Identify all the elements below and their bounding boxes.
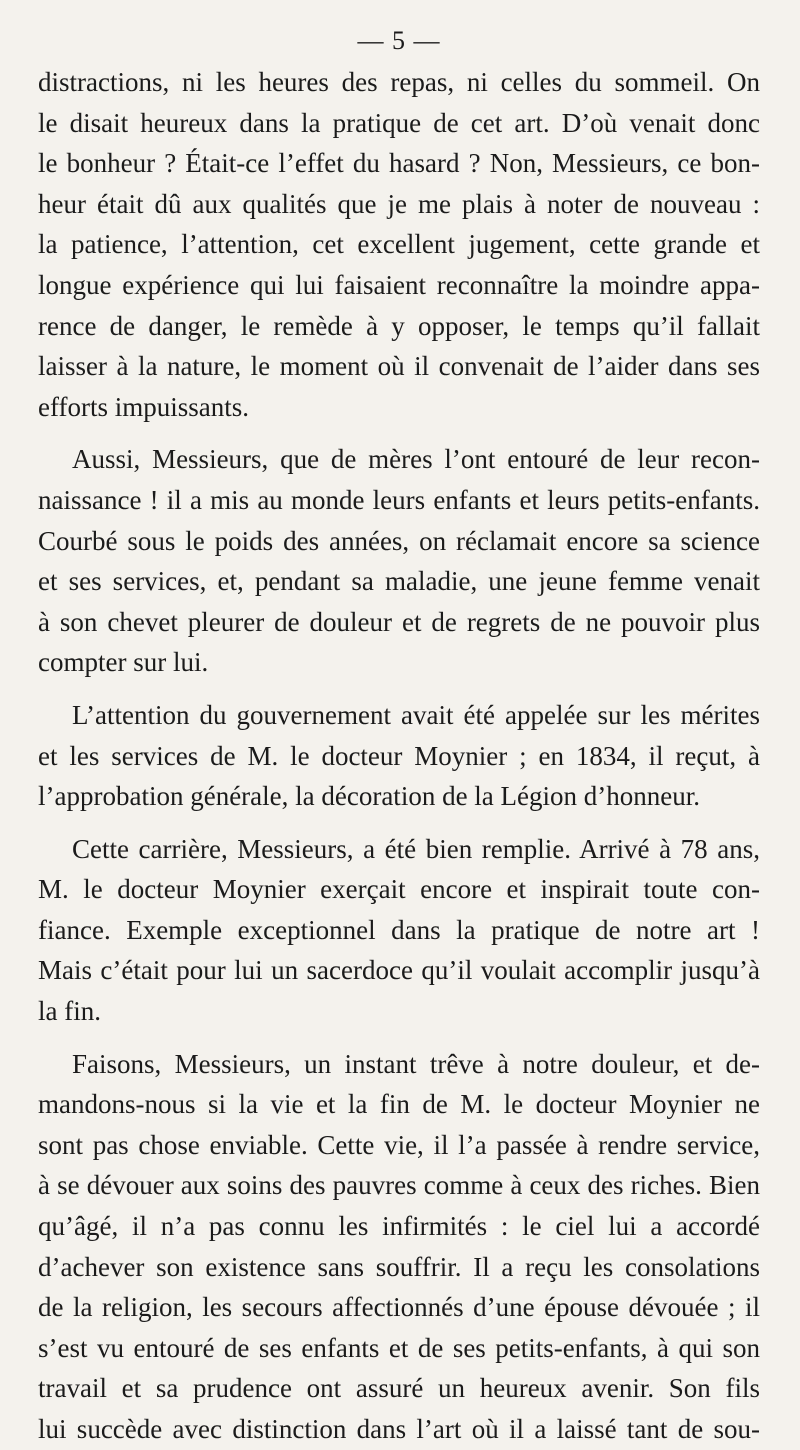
text-line: lui succède avec distinction dans l’art où il a laissé tant de sou-: [38, 1414, 760, 1444]
paragraph-2: [38, 439, 760, 683]
text-line: naissance ! il a mis au monde leurs enfants et leurs petits-enfants.: [38, 484, 760, 515]
text-line: la patience, l’attention, cet excellent jugement, cette grande et: [38, 229, 760, 260]
text-line: de la religion, les secours affectionnés d’une épouse dévouée ; il: [38, 1292, 760, 1323]
text-line: Faisons, Messieurs, un instant trêve à notre douleur, et de-: [72, 1048, 760, 1079]
text-line: et les services de M. le docteur Moynier ; en 1834, il reçut, à: [38, 740, 760, 771]
text-line: fiance. Exemple exceptionnel dans la pratique de notre art !: [38, 914, 760, 945]
text-line: sont pas chose enviable. Cette vie, il l’a passée à rendre service,: [38, 1129, 760, 1160]
text-line: L’attention du gouvernement avait été appelée sur les mérites: [72, 699, 760, 730]
text-line: efforts impuissants.: [38, 391, 249, 422]
text-line: distractions, ni les heures des repas, ni celles du sommeil. On: [38, 67, 760, 97]
text-line: Aussi, Messieurs, que de mères l’ont entouré de leur recon-: [72, 444, 760, 475]
text-line: Courbé sous le poids des années, on réclamait encore sa science: [38, 525, 760, 556]
text-line: l’approbation générale, la décoration de la Légion d’honneur.: [38, 781, 700, 812]
page-number: — 5 —: [357, 26, 441, 55]
paragraph-5: [38, 1044, 760, 1450]
text-line: travail et sa prudence ont assuré un heureux avenir. Son fils: [38, 1373, 760, 1404]
text-line: rence de danger, le remède à y opposer, le temps qu’il fallait: [38, 310, 760, 341]
paragraph-4: [38, 829, 760, 1032]
text-line: qu’âgé, il n’a pas connu les infirmités : le ciel lui a accordé: [38, 1211, 760, 1242]
text-line: à son chevet pleurer de douleur et de regrets de ne pouvoir plus: [38, 606, 760, 637]
text-line: s’est vu entouré de ses enfants et de ses petits-enfants, à qui son: [38, 1332, 760, 1363]
text-line: mandons-nous si la vie et la fin de M. le docteur Moynier ne: [38, 1089, 760, 1120]
text-line: longue expérience qui lui faisaient reconnaître la moindre appa-: [38, 269, 760, 300]
text-line: et ses services, et, pendant sa maladie, une jeune femme venait: [38, 566, 760, 597]
text-line: M. le docteur Moynier exerçait encore et inspirait toute con-: [38, 874, 760, 905]
text-line: à se dévouer aux soins des pauvres comme à ceux des riches. Bien: [38, 1170, 760, 1201]
text-line: la fin.: [38, 996, 101, 1027]
text-line: le bonheur ? Était-ce l’effet du hasard ? Non, Messieurs, ce bon-: [38, 148, 760, 179]
paragraph-3: [38, 695, 760, 817]
text-line: laisser à la nature, le moment où il convenait de l’aider dans ses: [38, 351, 760, 382]
text-line: d’achever son existence sans souffrir. Il a reçu les consolations: [38, 1251, 760, 1282]
text-line: Mais c’était pour lui un sacerdoce qu’il voulait accomplir jusqu’à: [38, 955, 760, 986]
paragraph-1: [38, 62, 760, 427]
text-line: heur était dû aux qualités que je me plais à noter de nouveau :: [38, 188, 760, 219]
text-line: le disait heureux dans la pratique de cet art. D’où venait donc: [38, 107, 760, 138]
text-line: Cette carrière, Messieurs, a été bien remplie. Arrivé à 78 ans,: [72, 833, 760, 864]
text-line: compter sur lui.: [38, 647, 209, 678]
